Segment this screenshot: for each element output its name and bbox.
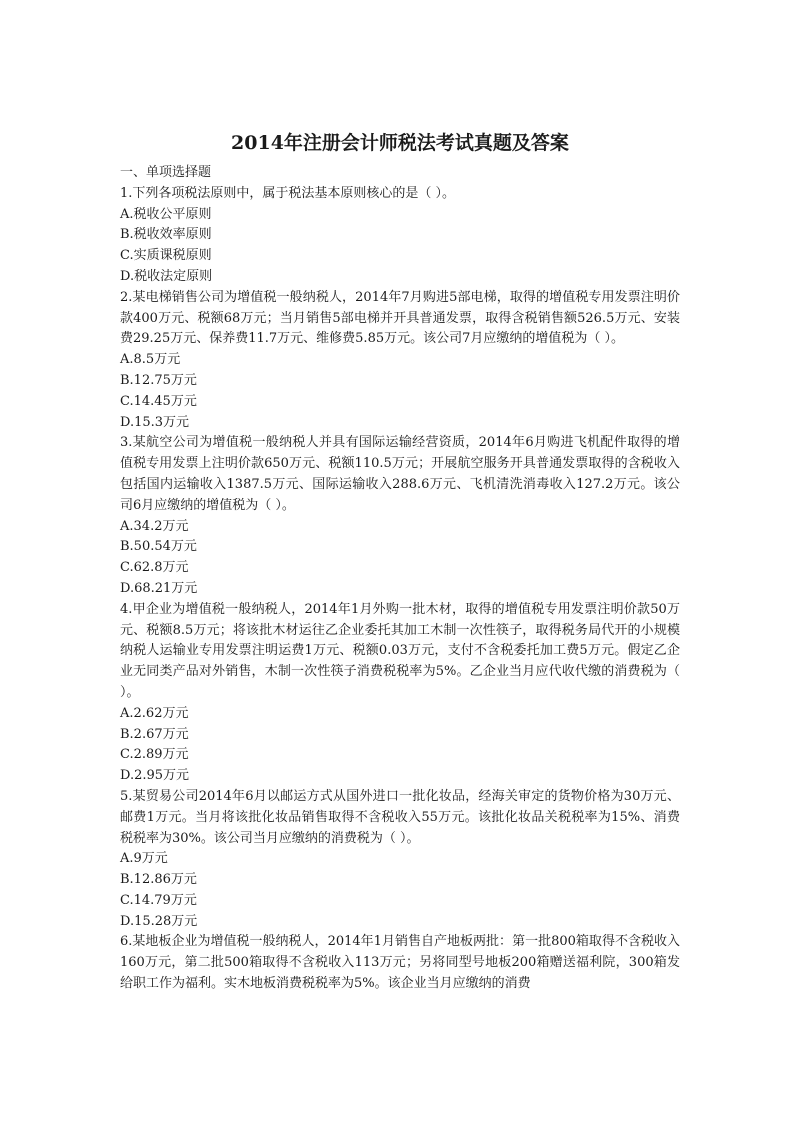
answer-option: D.68.21万元 <box>120 580 198 596</box>
question-stem: 4.甲企业为增值税一般纳税人，2014年1月外购一批木材，取得的增值税专用发票注明价款50万元、税额8.5万元；将该批木材运往乙企业委托其加工木制一次性筷子，取得税务局代开的小规模纳税人运输业专用发票注明运费1万元、税额0.03万元，支付不含税委托加工费5万元。假定乙企业无同类产品对外销售，木制一次性筷子消费税税率为5%。乙企业当月应代收代缴的消费税为（ ）。 <box>120 601 680 700</box>
answer-option: A.8.5万元 <box>120 352 181 368</box>
answer-option: B.12.86万元 <box>120 872 197 888</box>
answer-option: A.税收公平原则 <box>120 206 212 222</box>
answer-option: C.2.89万元 <box>120 747 189 763</box>
question-stem: 1.下列各项税法原则中，属于税法基本原则核心的是（ ）。 <box>120 185 456 201</box>
question-stem: 6.某地板企业为增值税一般纳税人，2014年1月销售自产地板两批：第一批800箱取得不含税收入160万元，第二批500箱取得不含税收入113万元；另将同型号地板200箱赠送福利院，300箱发给职工作为福利。实木地板消费税税率为5%。该企业当月应缴纳的消费 <box>120 934 680 992</box>
answer-option: D.2.95万元 <box>120 768 190 784</box>
question-2 <box>120 288 680 434</box>
answer-option: B.50.54万元 <box>120 539 197 555</box>
answer-option: C.14.79万元 <box>120 892 197 908</box>
answer-option: D.15.28万元 <box>120 913 198 929</box>
section-heading: 一、单项选择题 <box>120 165 212 180</box>
answer-option: C.62.8万元 <box>120 560 189 576</box>
answer-option: D.15.3万元 <box>120 414 190 430</box>
question-1 <box>120 184 680 288</box>
answer-option: A.9万元 <box>120 851 168 867</box>
question-3 <box>120 433 680 599</box>
answer-option: B.12.75万元 <box>120 372 197 388</box>
question-5 <box>120 787 680 933</box>
document-title: 2014年注册会计师税法考试真题及答案 <box>231 132 569 154</box>
answer-option: D.税收法定原则 <box>120 268 213 284</box>
document-page <box>120 128 680 995</box>
question-4 <box>120 600 680 787</box>
question-6 <box>120 932 680 994</box>
answer-option: C.14.45万元 <box>120 393 197 409</box>
answer-option: B.2.67万元 <box>120 726 189 742</box>
question-stem: 5.某贸易公司2014年6月以邮运方式从国外进口一批化妆品，经海关审定的货物价格为30万元、邮费1万元。当月将该批化妆品销售取得不含税收入55万元。该批化妆品关税税率为15%、消费税税率为30%。该公司当月应缴纳的消费税为（ ）。 <box>120 788 680 846</box>
answer-option: B.税收效率原则 <box>120 227 212 243</box>
answer-option: A.2.62万元 <box>120 705 189 721</box>
question-stem: 2.某电梯销售公司为增值税一般纳税人，2014年7月购进5部电梯，取得的增值税专用发票注明价款400万元、税额68万元；当月销售5部电梯并开具普通发票，取得含税销售额526.5万元、安装费29.25万元、保养费11.7万元、维修费5.85万元。该公司7月应缴纳的增值税为（ ）。 <box>120 289 680 347</box>
answer-option: C.实质课税原则 <box>120 248 212 264</box>
question-stem: 3.某航空公司为增值税一般纳税人并具有国际运输经营资质，2014年6月购进飞机配件取得的增值税专用发票上注明价款650万元、税额110.5万元；开展航空服务开具普通发票取得的含税收入包括国内运输收入1387.5万元、国际运输收入288.6万元、飞机清洗消毒收入127.2万元。该公司6月应缴纳的增值税为（ ）。 <box>120 435 680 513</box>
answer-option: A.34.2万元 <box>120 518 189 534</box>
